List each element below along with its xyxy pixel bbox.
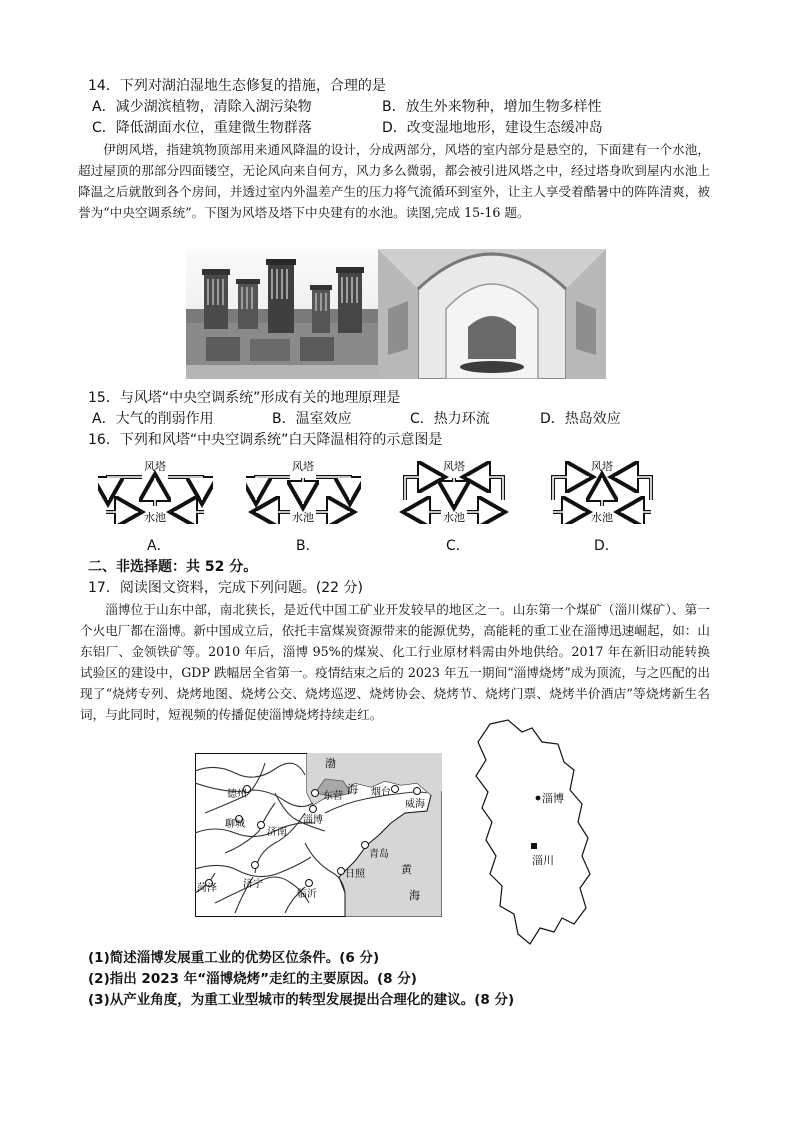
- map-city-jining: 济宁: [243, 879, 263, 890]
- map-city-qingdao: 青岛: [369, 849, 389, 860]
- map-city-weihai: 威海: [405, 799, 425, 810]
- diagram-c-pool-label: 水池: [443, 511, 465, 524]
- zibo-passage: [80, 599, 710, 725]
- diagram-c-label: C．: [446, 538, 470, 554]
- map-city-rizhao: 日照: [345, 869, 365, 880]
- diagram-c-tower-label: 风塔: [443, 460, 465, 473]
- q17-sub2: (2)指出 2023 年“淄博烧烤”走红的主要原因。(8 分): [88, 971, 417, 987]
- q15-option-a: A．大气的削弱作用: [92, 411, 214, 427]
- q15-stem: 15．与风塔“中央空调系统”形成有关的地理原理是: [88, 390, 401, 406]
- outline-label-zibo: 淄博: [542, 792, 564, 805]
- diagram-a: [98, 458, 213, 524]
- diagram-a-label: A．: [147, 538, 171, 554]
- q15-option-c: C．热力环流: [410, 411, 490, 427]
- q16-stem: 16．下列和风塔“中央空调系统”白天降温相符的示意图是: [88, 432, 443, 448]
- map-sea-bo: 渤: [325, 757, 336, 770]
- map-sea-hai-1: 海: [347, 783, 358, 796]
- diagram-b: [246, 458, 361, 524]
- map-city-linyi: 临沂: [297, 889, 317, 900]
- zibo-point: [536, 796, 541, 801]
- pool-interior-photo: [378, 249, 606, 379]
- map-city-heze: 菏泽: [197, 883, 217, 894]
- wind-tower-photo: [186, 249, 378, 379]
- map-city-jinan: 济南: [267, 827, 287, 838]
- diagram-d-tower-label: 风塔: [591, 460, 613, 473]
- diagram-d: [545, 458, 660, 524]
- diagram-c: [397, 458, 512, 524]
- diagram-b-pool-label: 水池: [292, 511, 314, 524]
- diagram-b-label: B．: [296, 538, 320, 554]
- wind-tower-passage: [78, 139, 710, 223]
- outline-label-zichuan: 淄川: [532, 854, 554, 867]
- diagram-a-pool-label: 水池: [144, 511, 166, 524]
- q14-option-c: C．降低湖面水位，重建微生物群落: [92, 120, 312, 136]
- map-city-dezhou: 德州: [227, 789, 247, 800]
- q15-option-b: B．温室效应: [272, 411, 352, 427]
- zibo-passage-text: 淄博位于山东中部，南北狭长，是近代中国工矿业开发较早的地区之一。山东第一个煤矿（淄川煤矿）、第一个火电厂都在淄博。新中国成立后，依托丰富煤炭资源带来的能源优势，高能耗的重工业在淄博迅速崛起，如：山东铝厂、金领铁矿等。2010 年后，淄博 95%的煤炭、化工行业原材料需由外地供给。2017 年在新旧动能转换试验区的建设中，GDP 跌幅居全省第一。疫情结束之后的 2023 年五一期间“淄博烧烤”成为顶流，与之匹配的出现了“烧烤专列、烧烤地图、烧烤公交、烧烤巡逻、烧烤协会、烧烤节、烧烤门票、烧烤半价酒店”等烧烤新生名词，与此同时，短视频的传播促使淄博烧烤持续走红。: [80, 602, 710, 722]
- q17-stem: 17．阅读图文资料，完成下列问题。(22 分): [88, 580, 364, 596]
- diagram-d-label: D．: [594, 538, 619, 554]
- map-city-yantai: 烟台: [371, 787, 391, 798]
- map-city-dongying: 东营: [323, 791, 343, 802]
- shandong-map: [195, 753, 442, 917]
- map-city-zibo: 淄博: [303, 815, 323, 826]
- q14-option-a: A．减少湖滨植物，清除入湖污染物: [92, 99, 312, 115]
- section-two-heading: 二、非选择题：共 52 分。: [88, 559, 258, 575]
- diagram-a-tower-label: 风塔: [144, 460, 166, 473]
- diagram-d-pool-label: 水池: [591, 511, 613, 524]
- diagram-b-tower-label: 风塔: [292, 460, 314, 473]
- q14-option-b: B．放生外来物种，增加生物多样性: [382, 99, 602, 115]
- zichuan-point: [531, 843, 537, 849]
- q14-option-d: D．改变湿地地形，建设生态缓冲岛: [382, 120, 603, 136]
- map-sea-huang: 黄: [401, 863, 412, 876]
- q17-sub3: (3)从产业角度，为重工业型城市的转型发展提出合理化的建议。(8 分): [88, 992, 515, 1008]
- wind-tower-passage-text: 伊朗风塔，指建筑物顶部用来通风降温的设计，分成两部分，风塔的室内部分是悬空的，下面建有一个水池，超过屋顶的那部分四面镂空，无论风向来自何方，风力多么微弱，都会被引进风塔之中，经过塔身吹到屋内水池上降温之后就散到各个房间，并透过室内外温差产生的压力将气流循环到室外，让主人享受着酷暑中的阵阵清爽，被誉为“中央空调系统”。下图为风塔及塔下中央建有的水池。读图,完成 15-16 题。: [78, 142, 710, 220]
- map-sea-hai-2: 海: [409, 889, 420, 902]
- zibo-outline-map: [470, 718, 596, 946]
- q14-stem: 14．下列对湖泊湿地生态修复的措施，合理的是: [88, 78, 386, 94]
- q15-option-d: D．热岛效应: [540, 411, 621, 427]
- map-city-liaocheng: 聊城: [225, 819, 245, 830]
- q17-sub1: (1)简述淄博发展重工业的优势区位条件。(6 分): [88, 950, 380, 966]
